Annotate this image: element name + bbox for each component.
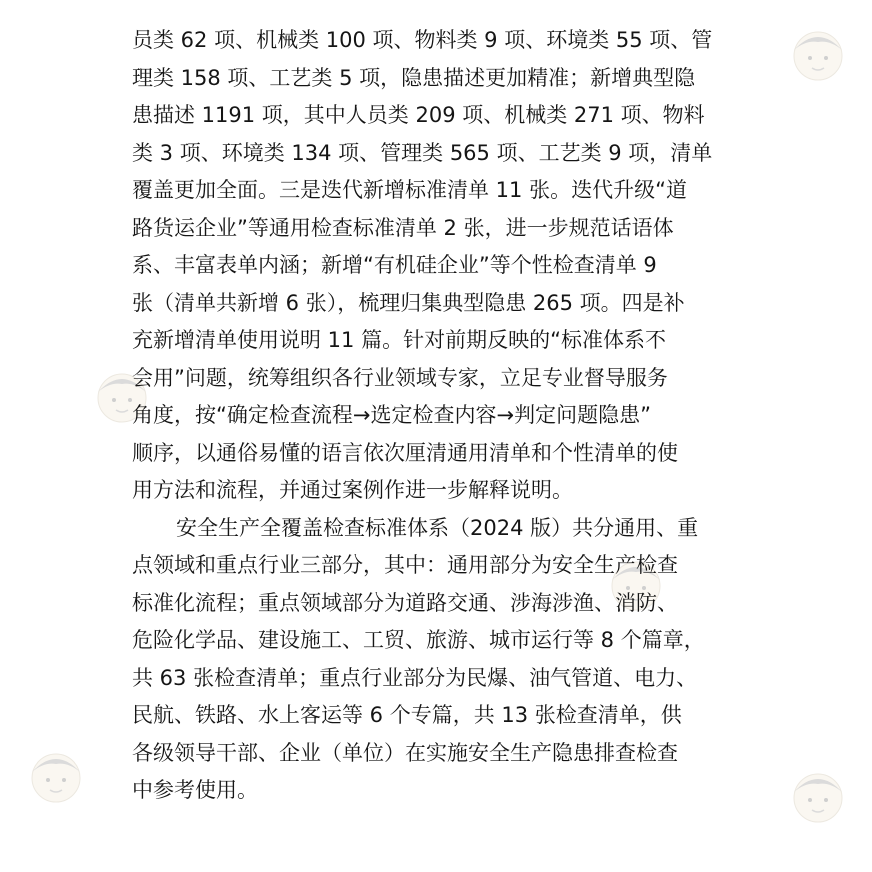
watermark-avatar-icon [778, 760, 858, 840]
text-line: 张（清单共新增 6 张），梳理归集典型隐患 265 项。四是补 [132, 290, 685, 315]
text-line: 患描述 1191 项，其中人员类 209 项、机械类 271 项、物料 [132, 103, 705, 127]
text-line: 系、丰富表单内涵；新增“有机硅企业”等个性检查清单 9 [132, 253, 657, 277]
text-line: 会用”问题，统筹组织各行业领域专家，立足专业督导服务 [132, 365, 668, 390]
text-line: 理类 158 项、工艺类 5 项，隐患描述更加精准；新增典型隐 [132, 65, 696, 90]
text-line: 员类 62 项、机械类 100 项、物料类 9 项、环境类 55 项、管 [132, 28, 713, 52]
text-line: 危险化学品、建设施工、工贸、旅游、城市运行等 8 个篇章， [132, 628, 705, 652]
body-text [132, 22, 782, 810]
text-line: 点领域和重点行业三部分，其中：通用部分为安全生产检查 [132, 553, 678, 577]
text-line: 用方法和流程，并通过案例作进一步解释说明。 [132, 478, 573, 502]
watermark-avatar-icon [778, 18, 858, 98]
text-line: 民航、铁路、水上客运等 6 个专篇，共 13 张检查清单，供 [132, 703, 682, 727]
text-line: 充新增清单使用说明 11 篇。针对前期反映的“标准体系不 [132, 328, 666, 352]
text-line: 覆盖更加全面。三是迭代新增标准清单 11 张。迭代升级“道 [132, 178, 687, 202]
text-line: 路货运企业”等通用检查标准清单 2 张，进一步规范话语体 [132, 215, 674, 240]
text-line: 共 63 张检查清单；重点行业部分为民爆、油气管道、电力、 [132, 665, 698, 690]
text-line: 中参考使用。 [132, 778, 258, 802]
text-line: 类 3 项、环境类 134 项、管理类 565 项、工艺类 9 项，清单 [132, 140, 713, 165]
text-line: 标准化流程；重点领域部分为道路交通、涉海涉渔、消防、 [132, 590, 678, 615]
text-line: 顺序，以通俗易懂的语言依次厘清通用清单和个性清单的使 [132, 440, 678, 465]
text-line: 安全生产全覆盖检查标准体系（2024 版）共分通用、重 [176, 515, 699, 540]
text-line: 各级领导干部、企业（单位）在实施安全生产隐患排查检查 [132, 740, 678, 765]
watermark-avatar-icon [16, 740, 96, 820]
text-line: 角度，按“确定检查流程→选定检查内容→判定问题隐患” [132, 403, 651, 427]
